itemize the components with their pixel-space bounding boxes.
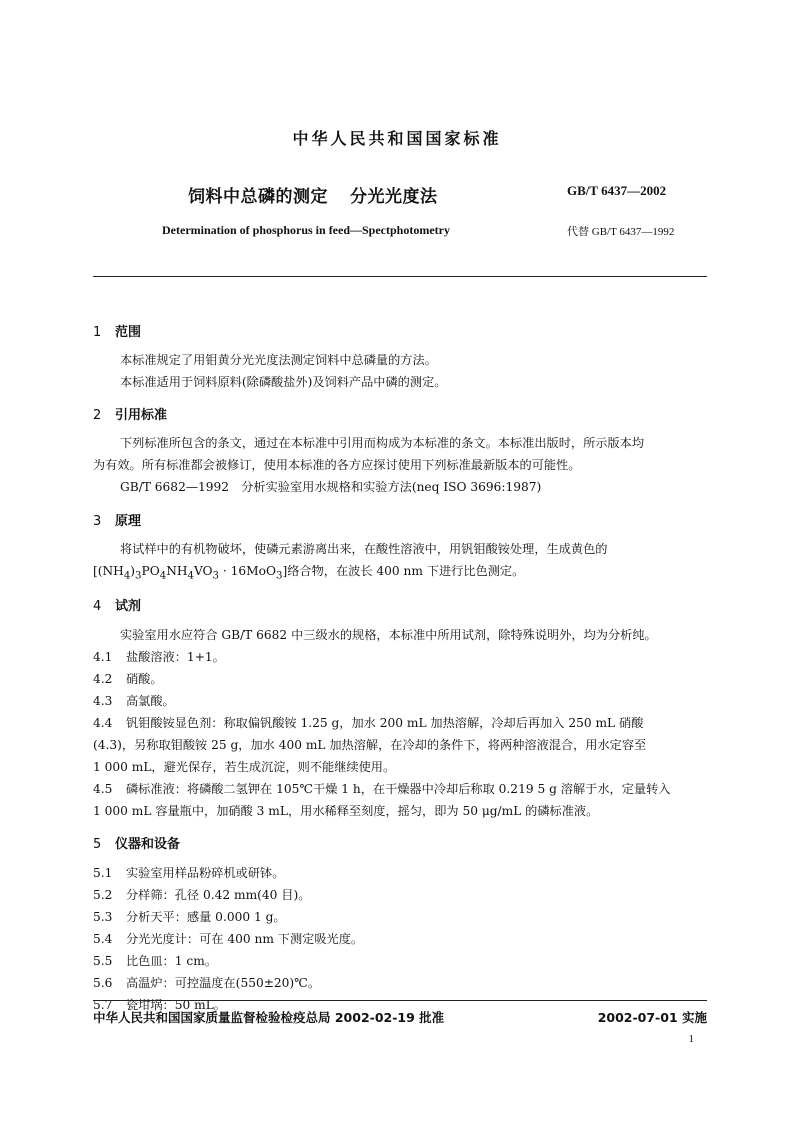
issuing-body-title: 中华人民共和国国家标准 <box>292 129 502 148</box>
section-number: 2 <box>93 408 102 423</box>
section-3-para-line-2 <box>93 562 524 581</box>
section-2-para-line-2: 为有效。所有标准都会被修订，使用本标准的各方应探讨使用下列标准最新版本的可能性。 <box>93 458 581 472</box>
item-number: 5.2 <box>93 888 113 902</box>
section-title: 引用标准 <box>115 408 168 423</box>
item-number: 5.7 <box>93 998 113 1012</box>
list-item <box>93 692 175 709</box>
document-title-cn <box>188 182 438 207</box>
footer-divider <box>93 1000 707 1001</box>
item-text: 分析天平：感量 0.000 1 g。 <box>126 910 286 924</box>
list-item <box>93 864 284 881</box>
item-number: 4.4 <box>93 716 113 730</box>
item-4-5-line-2: 1 000 mL 容量瓶中，加硝酸 3 mL，用水稀释至刻度，摇匀，即为 50 μg/mL 的磷标准液。 <box>93 804 599 818</box>
formula-subscript: 3 <box>135 570 142 582</box>
section-4-heading <box>93 595 141 614</box>
formula-part: ]络合物，在波长 400 nm 下进行比色测定。 <box>282 564 525 578</box>
item-text: 比色皿：1 cm。 <box>126 954 217 968</box>
section-4-intro: 实验室用水应符合 GB/T 6682 中三级水的规格，本标准中所用试剂，除特殊说明外，均为分析纯。 <box>120 628 657 642</box>
section-1-para-1: 本标准规定了用钼黄分光光度法测定饲料中总磷量的方法。 <box>120 353 437 367</box>
item-number: 5.5 <box>93 954 113 968</box>
list-item <box>93 780 670 797</box>
formula-subscript: 4 <box>123 570 131 582</box>
standard-number: GB/T 6437—2002 <box>567 183 667 198</box>
formula-part: NH <box>166 564 188 578</box>
formula-subscript: 3 <box>212 570 220 582</box>
formula-part: · 16MoO <box>219 564 276 578</box>
item-text: 钒钼酸铵显色剂：称取偏钒酸铵 1.25 g，加水 200 mL 加热溶解，冷却后再加入 250 mL 硝酸 <box>126 716 644 730</box>
item-number: 4.2 <box>93 672 113 686</box>
section-5-heading <box>93 833 180 852</box>
section-number: 1 <box>93 325 102 340</box>
formula-subscript: 4 <box>159 570 167 582</box>
section-title: 试剂 <box>115 599 142 614</box>
item-number: 4.1 <box>93 650 113 664</box>
section-title: 仪器和设备 <box>115 837 181 852</box>
item-text: 分光光度计：可在 400 nm 下测定吸光度。 <box>126 932 364 946</box>
formula-subscript: 3 <box>275 570 283 582</box>
item-number: 4.3 <box>93 694 113 708</box>
list-item <box>93 714 643 731</box>
item-number: 5.6 <box>93 976 113 990</box>
section-number: 4 <box>93 599 102 614</box>
formula-part: VO <box>193 564 213 578</box>
item-number: 5.4 <box>93 932 113 946</box>
list-item <box>93 908 286 925</box>
list-item <box>93 974 320 991</box>
section-1-para-2: 本标准适用于饲料原料(除磷酸盐外)及饲料产品中磷的测定。 <box>120 375 447 389</box>
item-text: 实验室用样品粉碎机或研钵。 <box>126 866 285 880</box>
section-2-para-line-1: 下列标准所包含的条文，通过在本标准中引用而构成为本标准的条文。本标准出版时，所示版本均 <box>120 436 645 450</box>
list-item <box>93 952 217 969</box>
document-title-en: Determination of phosphorus in feed—Spectphotometry <box>162 223 450 237</box>
replaces-standard: 代替 GB/T 6437—1992 <box>567 226 675 238</box>
item-text: 硝酸。 <box>126 672 163 686</box>
section-1-heading <box>93 321 141 340</box>
section-title: 范围 <box>115 325 142 340</box>
item-text: 盐酸溶液：1+1。 <box>126 650 225 664</box>
list-item <box>93 930 363 947</box>
title-part-2: 分光光度法 <box>350 187 438 207</box>
approval-line: 中华人民共和国国家质量监督检验检疫总局 2002-02-19 批准 <box>93 1010 445 1025</box>
section-title: 原理 <box>115 514 142 529</box>
item-text: 分样筛：孔径 0.42 mm(40 目)。 <box>126 888 311 902</box>
implementation-date: 2002-07-01 实施 <box>597 1010 707 1025</box>
section-3-heading <box>93 510 141 529</box>
section-number: 3 <box>93 514 102 529</box>
section-number: 5 <box>93 837 102 852</box>
item-text: 瓷坩埚：50 mL。 <box>126 998 226 1012</box>
page-number: 1 <box>688 1033 694 1045</box>
item-number: 5.3 <box>93 910 113 924</box>
formula-subscript: 4 <box>187 570 194 582</box>
formula-part: [(NH <box>93 564 124 578</box>
title-part-1: 饲料中总磷的测定 <box>188 187 328 207</box>
item-text: 高温炉：可控温度在(550±20)℃。 <box>126 976 321 990</box>
item-number: 5.1 <box>93 866 113 880</box>
formula-part: PO <box>141 564 160 578</box>
formula-part: ) <box>130 564 136 578</box>
section-2-heading <box>93 404 167 423</box>
list-item <box>93 886 310 903</box>
item-text: 磷标准液：将磷酸二氢钾在 105℃干燥 1 h，在干燥器中冷却后称取 0.219 5 g 溶解于水，定量转入 <box>126 782 671 796</box>
item-4-4-line-2: (4.3)，另称取钼酸铵 25 g，加水 400 mL 加热溶解，在冷却的条件下，将两种溶液混合，用水定容至 <box>93 738 647 752</box>
section-3-para-line-1: 将试样中的有机物破坏，使磷元素游离出来，在酸性溶液中，用钒钼酸铵处理，生成黄色的 <box>120 542 608 556</box>
normative-reference: GB/T 6682—1992 分析实验室用水规格和实验方法(neq ISO 3696:1987) <box>120 480 542 494</box>
list-item <box>93 648 225 665</box>
item-4-4-line-3: 1 000 mL，避光保存，若生成沉淀，则不能继续使用。 <box>93 760 396 774</box>
item-number: 4.5 <box>93 782 113 796</box>
list-item <box>93 670 163 687</box>
item-text: 高氯酸。 <box>126 694 175 708</box>
header-divider <box>93 276 707 277</box>
